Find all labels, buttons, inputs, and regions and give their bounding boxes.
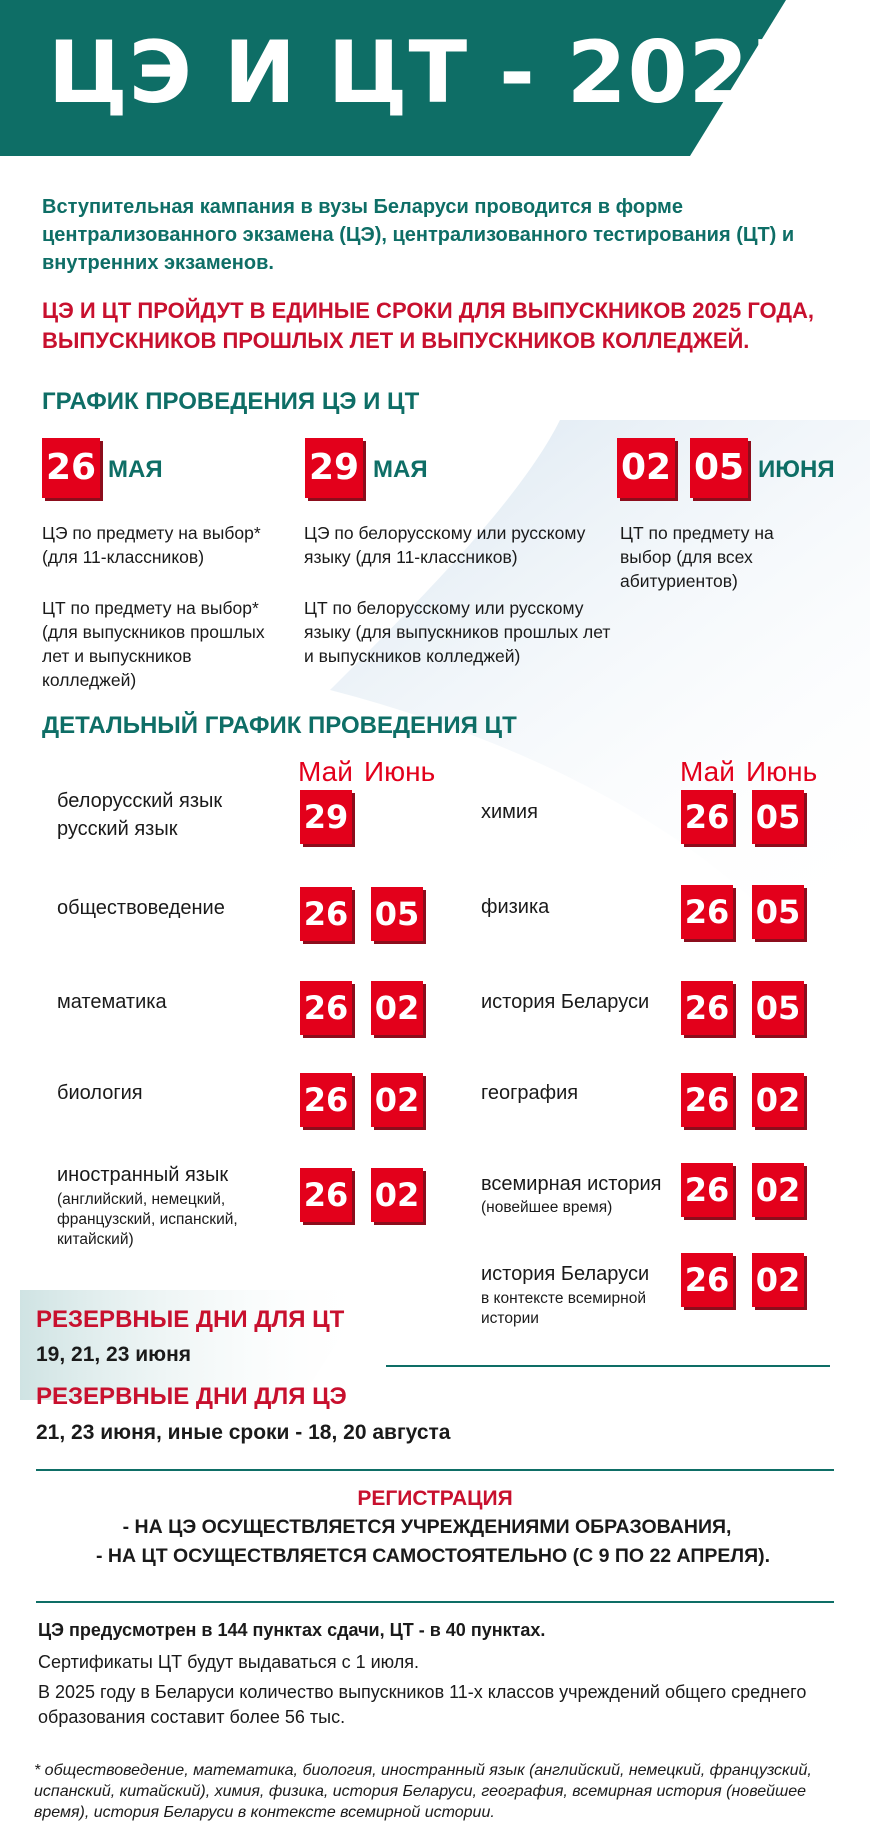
date-box: 02: [371, 1073, 423, 1127]
subject-name: химия: [481, 801, 538, 823]
subject-note: в контексте всемирной истории: [481, 1290, 646, 1327]
reserve-ct-dates: 19, 21, 23 июня: [36, 1343, 192, 1366]
reserve-ce-dates: 21, 23 июня, иные сроки - 18, 20 августа: [36, 1421, 451, 1444]
registration-title: РЕГИСТРАЦИЯ: [357, 1487, 513, 1510]
schedule-desc: ЦЭ по предмету на выбор* (для 11-классников): [42, 523, 261, 567]
date-box: 26: [681, 885, 733, 939]
subject-name: белорусский язык: [57, 790, 223, 812]
date-box: 26: [681, 981, 733, 1035]
date-box: 05: [752, 981, 804, 1035]
info-line: Сертификаты ЦТ будут выдаваться с 1 июля.: [38, 1652, 420, 1672]
date-box: 02: [752, 1253, 804, 1307]
date-box: 26: [681, 790, 733, 844]
subject-name: обществоведение: [57, 897, 225, 919]
reserve-ct-title: РЕЗЕРВНЫЕ ДНИ ДЛЯ ЦТ: [36, 1306, 345, 1333]
month-label: МАЯ: [108, 456, 163, 483]
date-box: 26: [681, 1163, 733, 1217]
date-box: 26: [681, 1073, 733, 1127]
info-line: ЦЭ предусмотрен в 144 пунктах сдачи, ЦТ - в 40 пунктах.: [38, 1620, 546, 1640]
subject-note: (английский, немецкий, французский, испанский, китайский): [57, 1191, 238, 1248]
date-box: 29: [305, 438, 363, 498]
detail-title: ДЕТАЛЬНЫЙ ГРАФИК ПРОВЕДЕНИЯ ЦТ: [42, 712, 517, 739]
date-box: 05: [690, 438, 748, 498]
footnote: * обществоведение, математика, биология, иностранный язык (английский, немецкий, французский, испанский, китайский), химия, физика, история Беларуси, география, всемирная история (новейшее время), история Беларуси в контексте всемирной истории.: [34, 1762, 812, 1821]
date-box: 29: [300, 790, 352, 844]
subject-note: (новейшее время): [481, 1199, 613, 1216]
schedule-desc: ЦТ по предмету на выбор (для всех абитуриентов): [620, 523, 774, 591]
date-box: 26: [300, 1168, 352, 1222]
subject-name: история Беларуси: [481, 991, 650, 1013]
subject-name: физика: [481, 896, 550, 918]
date-box: 26: [300, 981, 352, 1035]
schedule-desc: ЦЭ по белорусскому или русскому языку (для 11-классников): [304, 523, 586, 567]
subject-name: иностранный язык: [57, 1164, 229, 1186]
june-column-header: Июнь: [746, 756, 818, 787]
announcement-text: ЦЭ И ЦТ ПРОЙДУТ В ЕДИНЫЕ СРОКИ ДЛЯ ВЫПУСКНИКОВ 2025 ГОДА, ВЫПУСКНИКОВ ПРОШЛЫХ ЛЕТ И ВЫПУСКНИКОВ КОЛЛЕДЖЕЙ.: [42, 298, 815, 353]
date-box: 05: [752, 885, 804, 939]
divider: [36, 1469, 834, 1471]
month-label: МАЯ: [373, 456, 428, 483]
date-box: 02: [371, 981, 423, 1035]
subject-name: русский язык: [57, 818, 178, 840]
date-box: 05: [752, 790, 804, 844]
date-box: 02: [617, 438, 675, 498]
subject-name: всемирная история: [481, 1173, 662, 1195]
subject-name: история Беларуси: [481, 1263, 650, 1285]
info-line: В 2025 году в Беларуси количество выпускников 11-х классов учреждений общего среднего образования составит более 56 тыс.: [38, 1682, 807, 1727]
may-column-header: Май: [298, 756, 353, 787]
subject-name: математика: [57, 991, 167, 1013]
schedule-desc: ЦТ по белорусскому или русскому языку (для выпускников прошлых лет и выпускников колледжей): [304, 598, 611, 666]
registration-item: - НА ЦЭ ОСУЩЕСТВЛЯЕТСЯ УЧРЕЖДЕНИЯМИ ОБРАЗОВАНИЯ,: [122, 1516, 732, 1538]
reserve-ce-title: РЕЗЕРВНЫЕ ДНИ ДЛЯ ЦЭ: [36, 1383, 347, 1410]
registration-item: - НА ЦТ ОСУЩЕСТВЛЯЕТСЯ САМОСТОЯТЕЛЬНО (С 9 ПО 22 АПРЕЛЯ).: [95, 1545, 771, 1567]
schedule-title: ГРАФИК ПРОВЕДЕНИЯ ЦЭ И ЦТ: [42, 388, 420, 415]
divider: [386, 1365, 830, 1367]
date-box: 02: [752, 1163, 804, 1217]
divider: [36, 1601, 834, 1603]
intro-text: Вступительная кампания в вузы Беларуси проводится в форме централизованного экзамена (ЦЭ), централизованного тестирования (ЦТ) и внутренних экзаменов.: [42, 196, 795, 274]
date-box: 26: [300, 887, 352, 941]
page-title: ЦЭ И ЦТ - 2025: [48, 23, 811, 123]
date-box: 02: [752, 1073, 804, 1127]
subject-name: география: [481, 1082, 579, 1104]
date-box: 05: [371, 887, 423, 941]
schedule-desc: ЦТ по предмету на выбор* (для выпускников прошлых лет и выпускников колледжей): [42, 598, 265, 690]
date-box: 26: [300, 1073, 352, 1127]
may-column-header: Май: [680, 756, 735, 787]
date-box: 26: [42, 438, 100, 498]
june-column-header: Июнь: [364, 756, 436, 787]
date-box: 26: [681, 1253, 733, 1307]
month-label: ИЮНЯ: [758, 456, 835, 483]
date-box: 02: [371, 1168, 423, 1222]
subject-name: биология: [57, 1082, 143, 1104]
